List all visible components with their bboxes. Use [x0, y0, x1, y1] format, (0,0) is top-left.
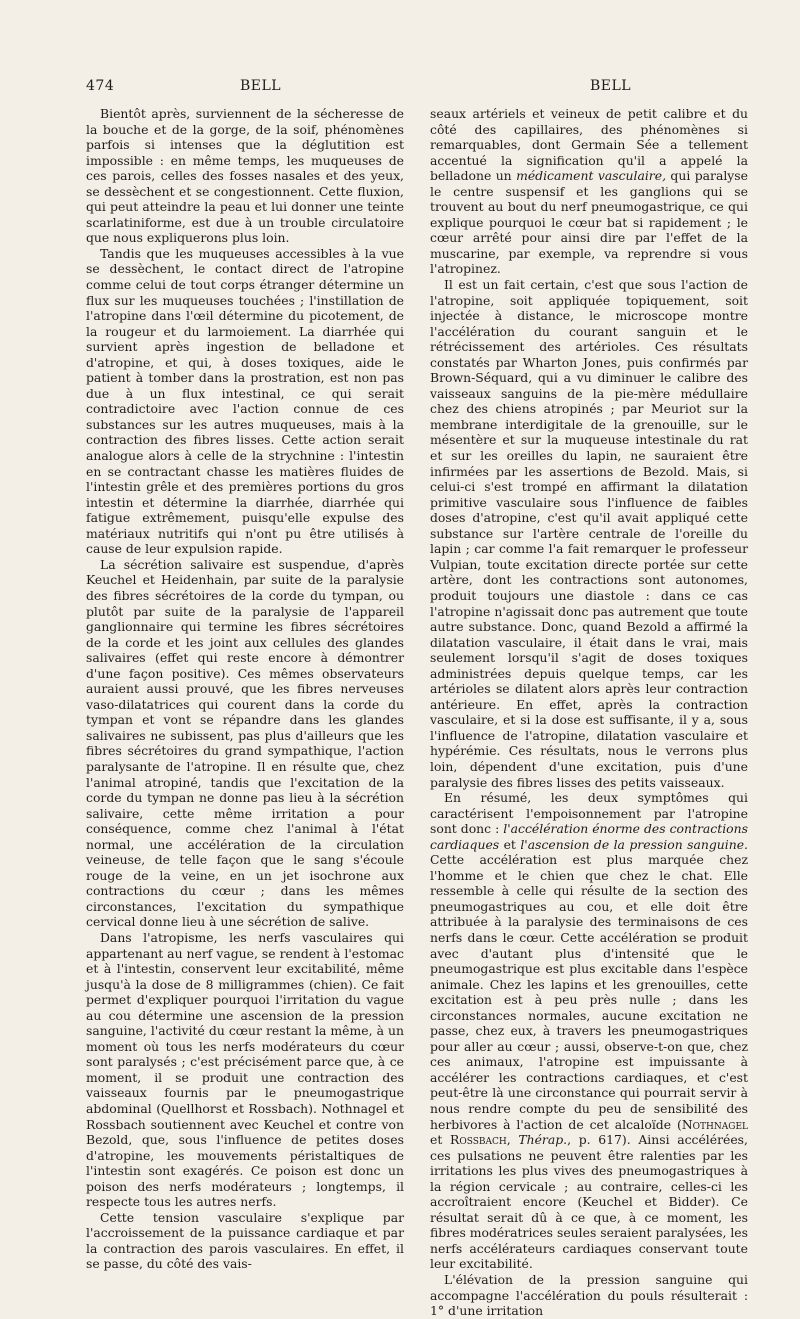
- text-run: En résumé, les deux symptômes qui caractérisent l'empoisonnement par l'atropine sont donc :: [430, 790, 748, 837]
- left-running-title: BELL: [240, 78, 282, 94]
- page-number: 474: [86, 78, 115, 94]
- text-run: ,: [506, 1132, 519, 1148]
- paragraph: La sécrétion salivaire est suspendue, d'après Keuchel et Heidenhain, par suite de la paralysie des fibres sécrétoires de la corde du tympan, ou plutôt par suite de la paralysie de l'appareil ganglionnaire qui termine les fibres sécrétoires de la corde et les joint aux cellules des glandes salivaires (effet qui reste encore à démontrer d'une façon positive). Ces mêmes observateurs auraient aussi prouvé, que les fibres nerveuses vaso-dilatatrices qui courent dans la corde du tympan et vont se répandre dans les glandes salivaires ne subissent, pas plus d'ailleurs que les fibres sécrétoires du grand sympathique, l'action paralysante de l'atropine. Il en résulte que, chez l'animal atropiné, tandis que l'excitation de la corde du tympan ne donne pas lieu à la sécrétion salivaire, cette même irritation a pour conséquence, comme chez l'animal à l'état normal, une accélération de la circulation veineuse, de telle façon que le sang s'écoule rouge de la veine, en un jet isochrone aux contractions du cœur ; dans les mêmes circonstances, l'excitation du sympathique cervical donne lieu à une sécrétion de salive.: [86, 556, 404, 930]
- left-column: [86, 106, 404, 1272]
- author-name: Nothnagel: [681, 1116, 748, 1132]
- right-running-title: BELL: [590, 78, 632, 94]
- paragraph: [430, 106, 748, 277]
- text-run: et: [499, 836, 521, 852]
- italic-term: médicament vasculaire,: [516, 168, 667, 184]
- right-column: [430, 106, 748, 1319]
- paragraph: Il est un fait certain, c'est que sous l'action de l'atropine, soit appliquée topiquement, soit injectée à distance, le microscope montre l'accélération du courant sanguin et le rétrécissement des artérioles. Ces résultats constatés par Wharton Jones, puis confirmés par Brown-Séquard, qui a vu diminuer le calibre des vaisseaux sanguins de la pie-mère médullaire chez des chiens atropinés ; par Meuriot sur la membrane interdigitale de la grenouille, sur le mésentère et sur la muqueuse intestinale du rat et sur les oreilles du lapin, ne sauraient être infirmées par les assertions de Bezold. Mais, si celui-ci s'est trompé en affirmant la dilatation primitive vasculaire sous l'influence de faibles doses d'atropine, c'est qu'il avait appliqué cette substance sur l'artère centrale de l'oreille du lapin ; car comme l'a fait remarquer le professeur Vulpian, toute excitation directe portée sur cette artère, dont les contractions sont autonomes, produit toujours une diastole : dans ce cas l'atropine n'agissait donc pas autrement que toute autre substance. Donc, quand Bezold a affirmé la dilatation vasculaire, il était dans le vrai, mais seulement lorsqu'il s'agit de doses toxiques administrées depuis quelque temps, car les artérioles se dilatent alors après leur contraction antérieure. En effet, après la contraction vasculaire, et si la dose est suffisante, il y a, sous l'influence de l'atropine, dilatation vasculaire et hypérémie. Ces résultats, nous le verrons plus loin, dépendent d'une excitation, puis d'une paralysie des fibres lisses des petits vaisseaux.: [430, 277, 748, 790]
- text-run: seaux artériels et veineux de petit calibre et du côté des capillaires, des phénomènes si remarquables, dont Germain Sée a tellement accentué la signification qu'il a appelé la belladone un: [430, 106, 748, 184]
- paragraph: [430, 790, 748, 1272]
- italic-term: l'ascension de la pression sanguine.: [520, 836, 748, 852]
- text-run: , p. 617). Ainsi accélérées, ces pulsations ne peuvent être ralenties par les irritations les plus vives des pneumogastriques à la région cervicale ; au contraire, celles-ci les accroîtraient encore (Keuchel et Bidder). Ce résultat serait dû à ce que, à ce moment, les fibres modératrices seules seraient paralysées, les nerfs accélérateurs cardiaques conservant toute leur excitabilité.: [430, 1132, 748, 1272]
- running-head: [86, 78, 734, 100]
- text-run: et: [430, 1132, 450, 1148]
- paragraph: L'élévation de la pression sanguine qui accompagne l'accélération du pouls résulterait : 1° d'une irritation: [430, 1272, 748, 1319]
- text-run: Cette accélération est plus marquée chez l'homme et le chien que chez le chat. Elle ressemble à celle qui résulte de la section des pneumogastriques au cou, et elle doit être attribuée à la paralysie des terminaisons de ces nerfs dans le cœur. Cette accélération se produit avec d'autant plus d'intensité que le pneumogastrique est plus excitable dans l'espèce animale. Chez les lapins et les grenouilles, cette excitation est à peu près nulle ; dans les circonstances normales, aucune excitation ne passe, chez eux, à travers les pneumogastriques pour aller au cœur ; aussi, observe-t-on que, chez ces animaux, l'atropine est impuissante à accélérer les contractions cardiaques, et c'est peut-être là une circonstance qui pourrait servir à nous rendre compte du peu de sensibilité des herbivores à l'action de cet alcaloïde (: [430, 852, 748, 1132]
- italic-term: Thérap.: [518, 1132, 568, 1148]
- paragraph: Bientôt après, surviennent de la sécheresse de la bouche et de la gorge, de la soif, phénomènes parfois si intenses que la déglutition est impossible : en même temps, les muqueuses de ces parois, celles des fosses nasales et des yeux, se dessèchent et se congestionnent. Cette fluxion, qui peut atteindre la peau et lui donner une teinte scarlatiniforme, est due à un trouble circulatoire que nous expliquerons plus loin.: [86, 106, 404, 246]
- author-name: Rossbach: [449, 1132, 507, 1148]
- paragraph: Dans l'atropisme, les nerfs vasculaires qui appartenant au nerf vague, se rendent à l'estomac et à l'intestin, conservent leur excitabilité, même jusqu'à la dose de 8 milligrammes (chien). Ce fait permet d'expliquer pourquoi l'irritation du vague au cou détermine une ascension de la pression sanguine, l'activité du cœur restant la même, à un moment où tous les nerfs modérateurs du cœur sont paralysés ; c'est précisément parce que, à ce moment, il se produit une contraction des vaisseaux fournis par le pneumogastrique abdominal (Quellhorst et Rossbach). Nothnagel et Rossbach soutiennent avec Keuchel et contre von Bezold, que, sous l'influence de petites doses d'atropine, les mouvements péristaltiques de l'intestin sont exagérés. Ce poison est donc un poison des nerfs modérateurs ; longtemps, il respecte tous les autres nerfs.: [86, 929, 404, 1210]
- paragraph: Tandis que les muqueuses accessibles à la vue se dessèchent, le contact direct de l'atropine comme celui de tout corps étranger détermine un flux sur les muqueuses touchées ; l'instillation de l'atropine dans l'œil détermine du picotement, de la rougeur et du larmoiement. La diarrhée qui survient après ingestion de belladone et d'atropine, et qui, à doses toxiques, aide le patient à tomber dans la prostration, est non pas due à un flux intestinal, ce qui serait contradictoire avec l'action connue de ces substances sur les autres muqueuses, mais à la contraction des fibres lisses. Cette action serait analogue alors à celle de la strychnine : l'intestin en se contractant chasse les matières fluides de l'intestin grêle et des premières portions du gros intestin et détermine la diarrhée, diarrhée qui fatigue extrêmement, puisqu'elle expulse des matériaux nutritifs qui n'ont pu être utilisés à cause de leur expulsion rapide.: [86, 245, 404, 557]
- paragraph: Cette tension vasculaire s'explique par l'accroissement de la puissance cardiaque et par la contraction des parois vasculaires. En effet, il se passe, du côté des vais-: [86, 1209, 404, 1272]
- italic-term: l'accélération énorme des contractions cardiaques: [430, 821, 748, 852]
- text-run: qui paralyse le centre suspensif et les ganglions qui se trouvent au bout du nerf pneumogastrique, ce qui explique pourquoi le cœur bat si rapidement ; le cœur arrêté pour ainsi dire par l'effet de la muscarine, par exemple, va reprendre si vous l'atropinez.: [430, 168, 748, 277]
